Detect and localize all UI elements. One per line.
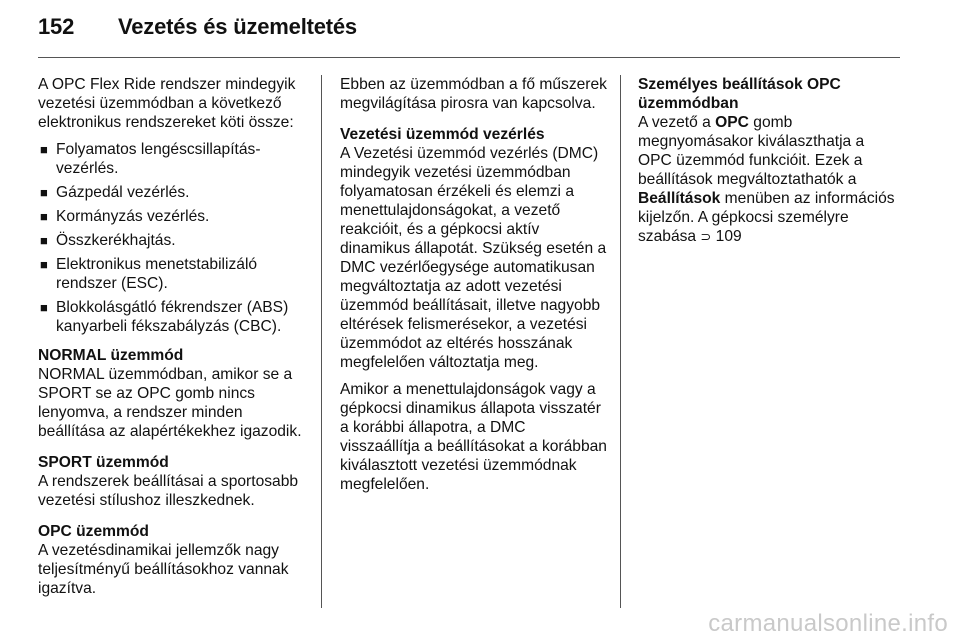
sport-mode-section	[38, 453, 310, 510]
bullet-icon: ■	[40, 233, 48, 248]
normal-mode-heading: NORMAL üzemmód	[38, 347, 184, 364]
normal-mode-text: NORMAL üzemmódban, amikor se a SPORT se az OPC gomb nincs lenyomva, a rendszer minden beállítása az alapértékekhez igazodik.	[38, 366, 302, 440]
header-rule	[38, 57, 900, 58]
illumination-paragraph: Ebben az üzemmódban a fő műszerek megvilágítása pirosra van kapcsolva.	[340, 76, 607, 112]
intro-paragraph: A OPC Flex Ride rendszer mindegyik vezetési üzemmódban a következő elektronikus rendszereket köti össze:	[38, 76, 296, 131]
personal-settings-heading: Személyes beállítások OPC üzemmódban	[638, 76, 841, 112]
column-divider-1	[321, 75, 322, 608]
list-item: ■ Elektronikus menetstabilizáló rendszer (ESC).	[40, 256, 258, 292]
sport-mode-text: A rendszerek beállításai a sportosabb vezetési stílushoz illeszkednek.	[38, 473, 299, 509]
dmc-restore-paragraph: Amikor a menettulajdonságok vagy a gépkocsi dinamikus állapota visszatér a korábbi állapotra, a DMC visszaállítja a beállításokat a korábban kiválasztott vezetési üzemmódnak megfelelően.	[340, 381, 607, 493]
bullet-icon: ■	[40, 300, 48, 315]
system-list	[38, 140, 310, 336]
personal-settings-section: Személyes beállítások OPC üzemmódban A vezető a OPC gomb megnyomásakor kiválaszthatja a OPC üzemmód funkcióit. Ezek a beállítások megváltoztathatók a Beállítások menüben az információs kijelzőn. A gépkocsi személyre szabása ⊃ 109	[638, 75, 900, 246]
bullet-icon: ■	[40, 142, 48, 157]
list-item: ■ Kormányzás vezérlés.	[40, 208, 210, 225]
page-reference[interactable]: 109	[711, 228, 742, 245]
opc-mode-heading: OPC üzemmód	[38, 523, 149, 540]
sport-mode-heading: SPORT üzemmód	[38, 454, 169, 471]
settings-menu-label: Beállítások	[638, 190, 721, 207]
list-item: ■ Folyamatos lengéscsillapítás-vezérlés.	[40, 141, 261, 177]
bullet-icon: ■	[40, 185, 48, 200]
page-title: Vezetés és üzemeltetés	[118, 14, 357, 39]
column-2	[340, 75, 608, 506]
opc-mode-text: A vezetésdinamikai jellemzők nagy teljesítményű beállításokhoz vannak igazítva.	[38, 542, 289, 597]
column-divider-2	[620, 75, 621, 608]
dmc-section	[340, 125, 608, 372]
opc-mode-section	[38, 522, 310, 598]
dmc-heading: Vezetési üzemmód vezérlés	[340, 126, 545, 143]
bullet-icon: ■	[40, 257, 48, 272]
watermark: carmanualsonline.info	[708, 610, 948, 637]
normal-mode-section	[38, 346, 310, 441]
list-item: ■ Blokkolásgátló fékrendszer (ABS) kanyarbeli fékszabályzás (CBC).	[40, 299, 289, 335]
opc-button-label: OPC	[715, 114, 749, 131]
list-item: ■ Összkerékhajtás.	[40, 232, 176, 249]
bullet-icon: ■	[40, 209, 48, 224]
list-item: ■ Gázpedál vezérlés.	[40, 184, 190, 201]
dmc-text: A Vezetési üzemmód vezérlés (DMC) mindegyik vezetési üzemmódban folyamatosan érzékeli és elemzi a menettulajdonságokat, a vezető reakcióit, és a gépkocsi aktív dinamikus állapotát. Szükség esetén a DMC vezérlőegysége automatikusan megváltoztatja az adott vezetési üzemmód beállításait, illetve nagyobb eltérések felismerésekor, a vezetési üzemmódot az eltérés hosszának megfelelően változtatja meg.	[340, 145, 607, 371]
page-reference-icon: ⊃	[700, 229, 712, 244]
column-3	[638, 75, 900, 258]
column-1	[38, 75, 310, 610]
page-number: 152	[38, 14, 75, 39]
